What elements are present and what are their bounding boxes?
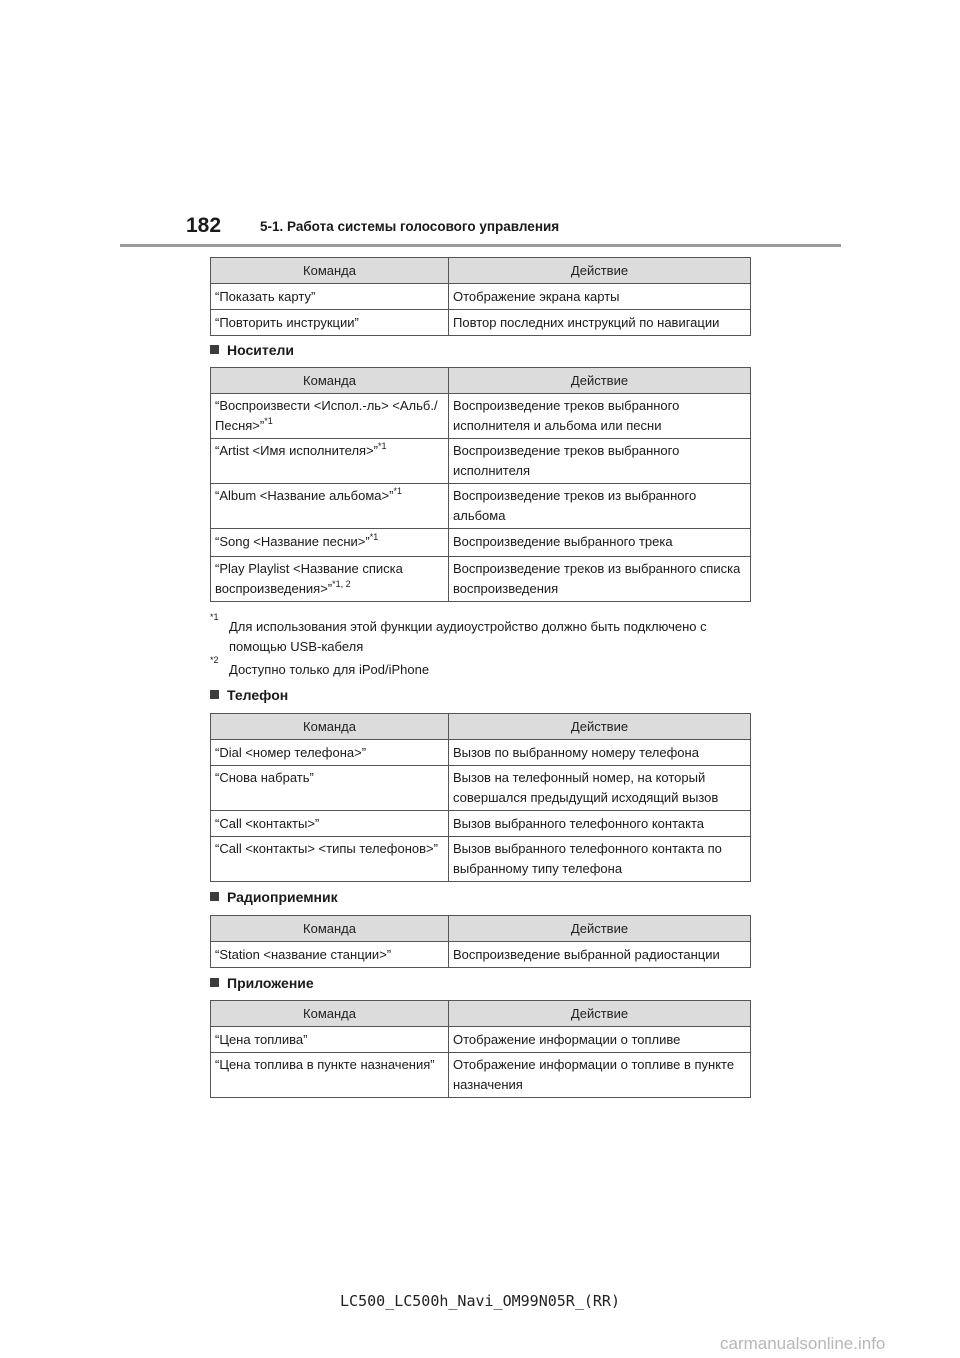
table-row xyxy=(211,811,751,837)
command-text: “Воспроизвести <Испол.-ль> <Альб./ Песня>” xyxy=(215,398,438,433)
square-bullet-icon xyxy=(210,690,219,699)
action-cell: Воспроизведение треков из выбранного списка воспроизведения xyxy=(449,557,751,602)
table-header-row xyxy=(211,258,751,284)
action-cell: Воспроизведение треков выбранного исполнителя и альбома или песни xyxy=(449,394,751,439)
page-header xyxy=(0,0,960,250)
column-header-action: Действие xyxy=(449,916,751,942)
header-divider xyxy=(120,244,841,247)
square-bullet-icon xyxy=(210,345,219,354)
footnote-ref: *1 xyxy=(378,440,387,451)
radio-commands-table xyxy=(210,915,751,968)
radio-heading-text: Радиоприемник xyxy=(227,889,338,905)
footnote-ref: *1 xyxy=(393,485,402,496)
footnote-ref: *1 xyxy=(369,531,379,542)
column-header-action: Действие xyxy=(449,368,751,394)
table-header-row xyxy=(211,1001,751,1027)
column-header-command: Команда xyxy=(211,714,449,740)
command-cell: “Call <контакты> <типы телефонов>” xyxy=(211,837,449,882)
action-cell: Вызов по выбранному номеру телефона xyxy=(449,740,751,766)
action-cell: Воспроизведение выбранной радиостанции xyxy=(449,942,751,968)
media-heading xyxy=(210,342,294,358)
command-cell: “Снова набрать” xyxy=(211,766,449,811)
command-cell: “Цена топлива в пункте назначения” xyxy=(211,1053,449,1098)
action-cell: Воспроизведение треков из выбранного альбома xyxy=(449,484,751,529)
table-row xyxy=(211,310,751,336)
square-bullet-icon xyxy=(210,892,219,901)
table-row xyxy=(211,484,751,529)
table-row xyxy=(211,557,751,602)
nav-commands-table xyxy=(210,257,751,336)
table-row xyxy=(211,529,751,557)
app-heading xyxy=(210,975,314,991)
action-cell: Воспроизведение выбранного трека xyxy=(449,529,751,557)
action-cell: Отображение экрана карты xyxy=(449,284,751,310)
column-header-command: Команда xyxy=(211,368,449,394)
action-cell: Отображение информации о топливе в пункте назначения xyxy=(449,1053,751,1098)
table-row xyxy=(211,942,751,968)
command-cell: “Цена топлива” xyxy=(211,1027,449,1053)
table-header-row xyxy=(211,368,751,394)
command-cell: “Station <название станции>” xyxy=(211,942,449,968)
table-row xyxy=(211,837,751,882)
action-cell: Вызов выбранного телефонного контакта xyxy=(449,811,751,837)
document-code-footer: LC500_LC500h_Navi_OM99N05R_(RR) xyxy=(340,1292,620,1310)
table-header-row xyxy=(211,916,751,942)
action-cell: Вызов выбранного телефонного контакта по выбранному типу телефона xyxy=(449,837,751,882)
command-cell xyxy=(211,484,449,529)
footnote: *1 Для использования этой функции аудиоустройство должно быть подключено с помощью USB-кабеля xyxy=(210,617,750,657)
command-text: “Artist <Имя исполнителя>” xyxy=(215,443,379,458)
table-row xyxy=(211,1053,751,1098)
command-cell: “Повторить инструкции” xyxy=(211,310,449,336)
command-text: “Album <Название альбома>” xyxy=(215,488,394,503)
column-header-action: Действие xyxy=(449,1001,751,1027)
command-cell xyxy=(211,439,449,484)
footnote-text: Для использования этой функции аудиоустройство должно быть подключено с помощью USB-кабеля xyxy=(229,619,707,654)
footnote-text: Доступно только для iPod/iPhone xyxy=(229,662,430,677)
section-title: 5-1. Работа системы голосового управления xyxy=(260,219,560,234)
command-text: “Play Playlist <Название списка воспроизведения>” xyxy=(215,561,403,596)
action-cell: Воспроизведение треков выбранного исполнителя xyxy=(449,439,751,484)
command-cell: “Call <контакты>” xyxy=(211,811,449,837)
phone-heading-text: Телефон xyxy=(227,687,289,703)
table-header-row xyxy=(211,714,751,740)
table-row xyxy=(211,439,751,484)
table-row xyxy=(211,284,751,310)
radio-heading xyxy=(210,889,338,905)
column-header-action: Действие xyxy=(449,258,751,284)
column-header-action: Действие xyxy=(449,714,751,740)
action-cell: Повтор последних инструкций по навигации xyxy=(449,310,751,336)
command-cell: “Показать карту” xyxy=(211,284,449,310)
command-cell xyxy=(211,394,449,439)
footnote: *2 Доступно только для iPod/iPhone xyxy=(210,660,750,680)
action-cell: Отображение информации о топливе xyxy=(449,1027,751,1053)
table-row xyxy=(211,394,751,439)
app-commands-table xyxy=(210,1000,751,1098)
watermark: carmanualsonline.info xyxy=(720,1334,886,1353)
phone-heading xyxy=(210,687,288,703)
command-cell xyxy=(211,529,449,557)
footnote-ref: *1, 2 xyxy=(332,578,351,589)
column-header-command: Команда xyxy=(211,258,449,284)
square-bullet-icon xyxy=(210,978,219,987)
table-row xyxy=(211,1027,751,1053)
command-cell xyxy=(211,557,449,602)
phone-commands-table xyxy=(210,713,751,882)
column-header-command: Команда xyxy=(211,1001,449,1027)
column-header-command: Команда xyxy=(211,916,449,942)
table-row xyxy=(211,766,751,811)
media-commands-table xyxy=(210,367,751,602)
footnote-ref: *1 xyxy=(264,415,273,426)
page-number: 182 xyxy=(186,214,222,237)
command-cell: “Dial <номер телефона>” xyxy=(211,740,449,766)
app-heading-text: Приложение xyxy=(227,975,314,991)
action-cell: Вызов на телефонный номер, на который совершался предыдущий исходящий вызов xyxy=(449,766,751,811)
media-heading-text: Носители xyxy=(227,342,295,358)
command-text: “Song <Название песни>” xyxy=(215,534,370,549)
table-row xyxy=(211,740,751,766)
